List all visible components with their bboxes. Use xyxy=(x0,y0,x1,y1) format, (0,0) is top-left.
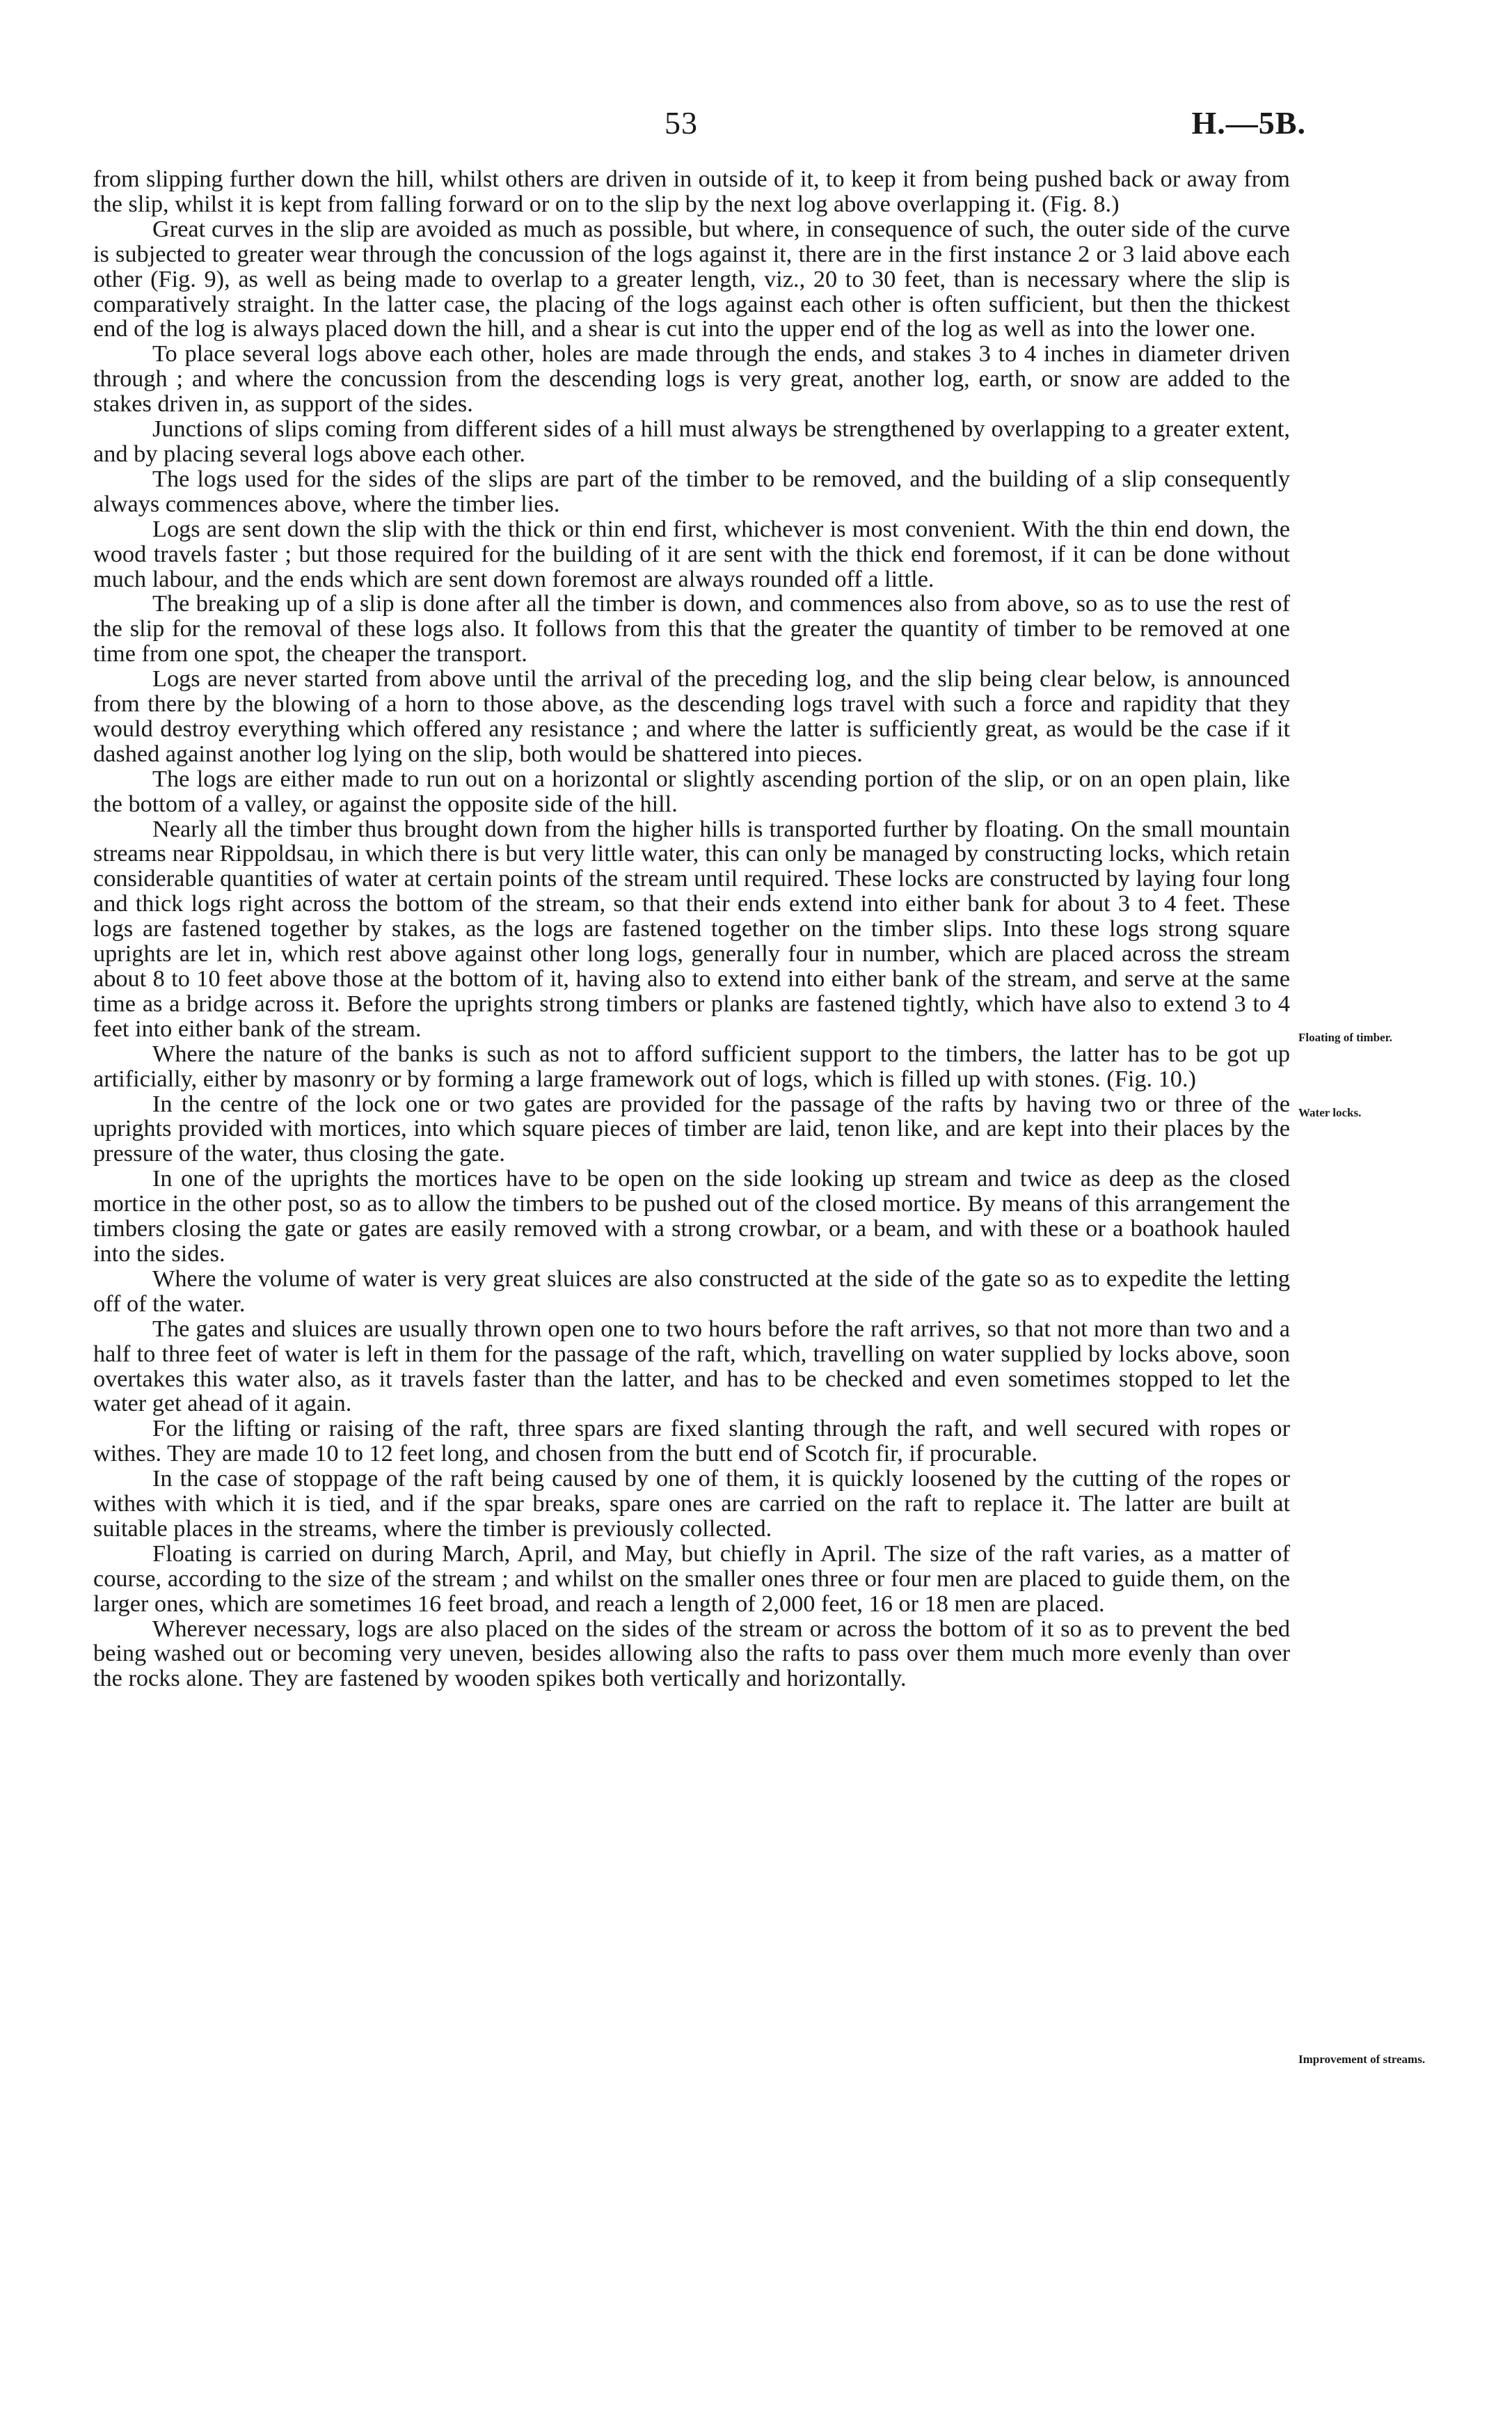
paragraph: To place several logs above each other, holes are made through the ends, and stakes 3 to 4 inches in diameter driven through ; and where the concussion from the descending logs is very great, another log, earth, or snow are added to the stakes driven in, as support of the sides. xyxy=(93,340,1290,418)
side-note-improvement-of-streams: Improvement of streams. xyxy=(1298,2053,1426,2066)
page-number: 53 xyxy=(665,105,698,141)
paragraph: Nearly all the timber thus brought down from the higher hills is transported further by floating. On the small mountain streams near Rippoldsau, in which there is but very little water, this can only be managed by constructing locks, which retain considerable quantities of water at certain points of the stream until required. These locks are constructed by laying four long and thick logs right across the bottom of the stream, so that their ends extend into either bank for about 3 to 4 feet. These logs are fastened together by stakes, as the logs are fastened together on the timber slips. Into these logs strong square uprights are let in, which rest above against other long logs, generally four in number, which are placed across the stream about 8 to 10 feet above those at the bottom of it, having also to extend into either bank of the stream, and serve at the same time as a bridge across it. Before the uprights strong timbers or planks are fastened tightly, which have also to extend 3 to 4 feet into either bank of the stream. xyxy=(93,815,1290,1042)
paragraph: In the case of stoppage of the raft being caused by one of them, it is quickly loosened by the cutting of the ropes or withes with which it is tied, and if the spar breaks, spare ones are carried on the raft to replace it. The latter are built at suitable places in the streams, where the timber is previously collected. xyxy=(93,1465,1290,1542)
paragraph: Where the nature of the banks is such as not to afford sufficient support to the timbers, the latter has to be got up artificially, either by masonry or by forming a large framework out of logs, which is filled up with stones. (Fig. 10.) xyxy=(93,1040,1290,1092)
paragraph: In one of the uprights the mortices have to be open on the side looking up stream and twice as deep as the closed mortice in the other post, so as to allow the timbers to be pushed out of the closed mortice. By means of this arrangement the timbers closing the gate or gates are easily removed with a strong crowbar, or a beam, and with these or a boathook hauled into the sides. xyxy=(93,1165,1290,1267)
paragraph: The logs are either made to run out on a horizontal or slightly ascending portion of the slip, or on an open plain, like the bottom of a valley, or against the opposite side of the hill. xyxy=(93,765,1290,817)
paragraph: Great curves in the slip are avoided as much as possible, but where, in consequence of such, the outer side of the curve is subjected to greater wear through the concussion of the logs against it, there are in the first instance 2 or 3 laid above each other (Fig. 9), as well as being made to overlap to a greater length, viz., 20 to 30 feet, than is necessary where the slip is comparatively straight. In the latter case, the placing of the logs against each other is often sufficient, but then the thickest end of the log is always placed down the hill, and a shear is cut into the upper end of the log as well as into the lower one. xyxy=(93,215,1290,342)
paragraph: Logs are never started from above until the arrival of the preceding log, and the slip being clear below, is announced from there by the blowing of a horn to those above, as the descending logs travel with such a force and rapidity that they would destroy everything which offered any resistance ; and where the latter is sufficiently great, as would be the case if it dashed against another log lying on the slip, both would be shattered into pieces. xyxy=(93,665,1290,767)
paragraph: The gates and sluices are usually thrown open one to two hours before the raft arrives, so that not more than two and a half to three feet of water is left in them for the passage of the raft, which, travelling on water supplied by locks above, soon overtakes this water also, as it travels faster than the latter, and has to be checked and even sometimes stopped to let the water get ahead of it again. xyxy=(93,1315,1290,1417)
paragraph: Floating is carried on during March, April, and May, but chiefly in April. The size of the raft varies, as a matter of course, according to the size of the stream ; and whilst on the smaller ones three or four men are placed to guide them, on the larger ones, which are sometimes 16 feet broad, and reach a length of 2,000 feet, 16 or 18 men are placed. xyxy=(93,1540,1290,1617)
document-reference: H.—5B. xyxy=(1191,105,1306,141)
paragraph: Junctions of slips coming from different sides of a hill must always be strengthened by overlapping to a greater extent, and by placing several logs above each other. xyxy=(93,416,1290,467)
paragraph: In the centre of the lock one or two gates are provided for the passage of the rafts by having two or three of the uprights provided with mortices, into which square pieces of timber are laid, tenon like, and are kept into their places by the pressure of the water, thus closing the gate. xyxy=(93,1090,1290,1167)
paragraph: For the lifting or raising of the raft, three spars are fixed slanting through the raft, and well secured with ropes or withes. They are made 10 to 12 feet long, and chosen from the butt end of Scotch fir, if procurable. xyxy=(93,1415,1290,1467)
paragraph: Logs are sent down the slip with the thick or thin end first, whichever is most convenient. With the thin end down, the wood travels faster ; but those required for the building of it are sent with the thick end foremost, if it can be done without much labour, and the ends which are sent down foremost are always rounded off a little. xyxy=(93,515,1290,592)
paragraph: The breaking up of a slip is done after all the timber is down, and commences also from above, so as to use the rest of the slip for the removal of these logs also. It follows from this that the greater the quantity of timber to be removed at one time from one spot, the cheaper the transport. xyxy=(93,590,1290,668)
paragraph: from slipping further down the hill, whilst others are driven in outside of it, to keep it from being pushed back or away from the slip, whilst it is kept from falling forward or on to the slip by the next log above overlapping it. (Fig. 8.) xyxy=(93,166,1290,217)
paragraph: Where the volume of water is very great sluices are also constructed at the side of the gate so as to expedite the letting off of the water. xyxy=(93,1265,1290,1317)
side-note-floating-of-timber: Floating of timber. xyxy=(1298,1031,1392,1044)
side-note-water-locks: Water locks. xyxy=(1298,1106,1362,1119)
paragraph: Wherever necessary, logs are also placed on the sides of the stream or across the bottom of it so as to prevent the bed being washed out or becoming very uneven, besides allowing also the rafts to pass over them much more evenly than over the rocks alone. They are fastened by wooden spikes both vertically and horizontally. xyxy=(93,1615,1290,1692)
body-text xyxy=(93,167,1290,1691)
paragraph: The logs used for the sides of the slips are part of the timber to be removed, and the building of a slip consequently always commences above, where the timber lies. xyxy=(93,465,1290,517)
